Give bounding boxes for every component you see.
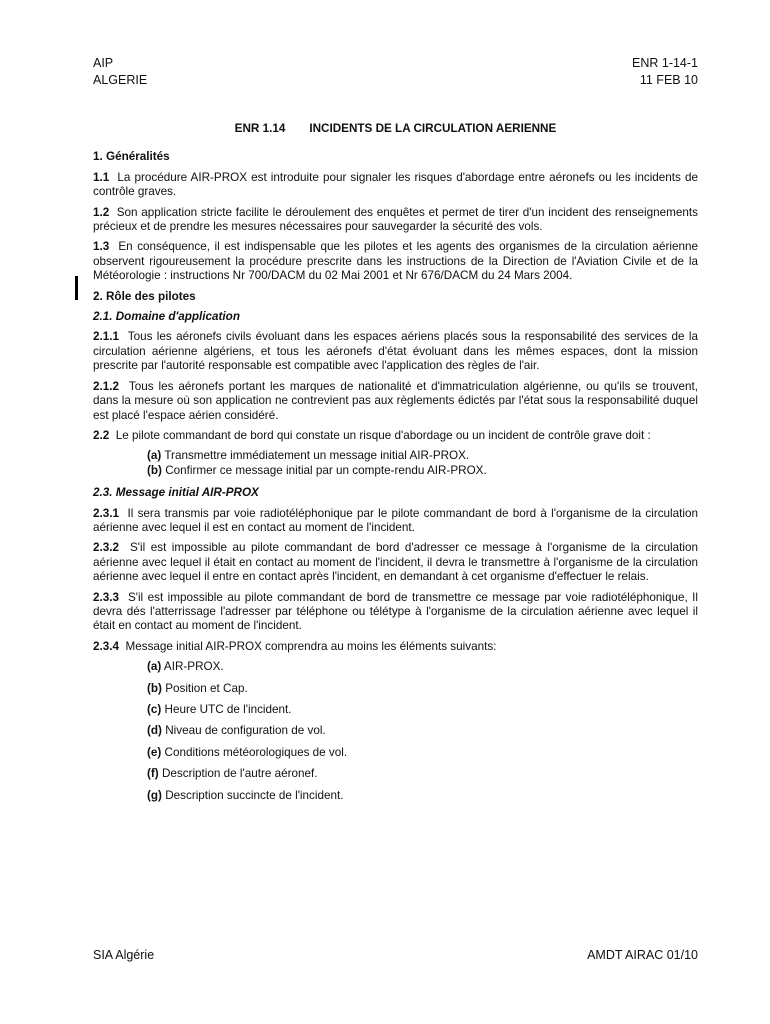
revision-change-bar	[75, 276, 78, 300]
header-date: 11 FEB 10	[639, 73, 698, 87]
paragraph-1-1: 1.1 La procédure AIR-PROX est introduite pour signaler les risques d'abordage entre aéronefs ou les incidents de contrôle graves.	[93, 170, 698, 199]
paragraph-1-3: 1.3 En conséquence, il est indispensable que les pilotes et les agents des organismes de la circulation aérienne observent rigoureusement la procédure prescrite dans les instructions de la Direction de l'Aviation Civile et de la Météorologie : instructions Nr 700/DACM du 02 Mai 2001 et Nr 676/DACM du 24 Mars 2004.	[93, 240, 698, 283]
document-page	[93, 0, 698, 1024]
list-item: (a) AIR-PROX.	[147, 660, 224, 674]
list-item: (e) Conditions météorologiques de vol.	[147, 745, 348, 759]
list-item: (d) Niveau de configuration de vol.	[147, 724, 326, 738]
list-item: (f) Description de l'autre aéronef.	[147, 767, 318, 781]
list-item: (a) Transmettre immédiatement un message initial AIR-PROX.	[147, 449, 470, 463]
paragraph-2-2: 2.2 Le pilote commandant de bord qui constate un risque d'abordage ou un incident de contrôle grave doit :	[93, 428, 651, 442]
header-aip: AIP	[93, 56, 114, 70]
list-2-2	[147, 449, 698, 478]
list-item: (g) Description succincte de l'incident.	[147, 788, 344, 802]
list-item: (c) Heure UTC de l'incident.	[147, 703, 292, 716]
title-number: ENR 1.14	[234, 122, 286, 135]
paragraph-2-3-3: 2.3.3 S'il est impossible au pilote commandant de bord de transmettre ce message par voie radiotéléphonique, Il devra dés l'atterrissage l'adresser par téléphone ou télétype à l'organisme de la circulation aérienne avec lequel il était en contact au moment de l'incident.	[93, 590, 699, 633]
paragraph-2-3-2: 2.3.2 S'il est impossible au pilote commandant de bord d'adresser ce message à l'organisme de la circulation aérienne avec lequel il était en contact au moment de l'incident, il devra le transmettre à l'organisme de la circulation aérienne avec lequel il entre en contact après l'incident, en demandant à cet organisme d'effectuer le relais.	[93, 541, 698, 584]
footer-publisher: SIA Algérie	[93, 948, 155, 962]
header-country: ALGERIE	[93, 73, 148, 87]
subsection-heading-2-1: 2.1. Domaine d'application	[93, 310, 240, 324]
list-item: (b) Confirmer ce message initial par un compte-rendu AIR-PROX.	[147, 463, 487, 477]
title-text: INCIDENTS DE LA CIRCULATION AERIENNE	[309, 122, 557, 135]
header-page-ref: ENR 1-14-1	[632, 56, 698, 70]
paragraph-2-1-1: 2.1.1 Tous les aéronefs civils évoluant dans les espaces aériens placés sous la responsabilité des services de la circulation aérienne algériens, et tous les aéronefs d'état évoluant dans les mêmes espaces, dont la mission prescrite par l'autorité responsable est compatible avec l'application des règles de l'air.	[93, 330, 698, 373]
paragraph-2-3-1: 2.3.1 Il sera transmis par voie radiotéléphonique par le pilote commandant de bord à l'organisme de la circulation aérienne avec lequel il est en contact au moment de l'incident.	[93, 506, 698, 534]
header-right	[632, 55, 698, 89]
paragraph-2-3-4: 2.3.4 Message initial AIR-PROX comprendra au moins les éléments suivants:	[93, 639, 497, 653]
footer-amendment: AMDT AIRAC 01/10	[587, 948, 698, 962]
page-title	[93, 122, 698, 136]
paragraph-2-1-2: 2.1.2 Tous les aéronefs portant les marques de nationalité et d'immatriculation algérienne, ou qu'ils se trouvent, dans la mesure où son application ne contrevient pas aux règlements édictés par l'état sous la responsabilité duquel est placé l'espace aérien considéré.	[93, 379, 698, 422]
header-left	[93, 55, 147, 89]
section-heading-2: 2. Rôle des pilotes	[93, 289, 196, 303]
section-heading-1: 1. Généralités	[93, 150, 170, 164]
document-body	[93, 122, 698, 810]
list-item: (b) Position et Cap.	[147, 681, 248, 695]
subsection-heading-2-3: 2.3. Message initial AIR-PROX	[93, 486, 259, 500]
paragraph-1-2: 1.2 Son application stricte facilite le déroulement des enquêtes et permet de tirer d'un incident des renseignements précieux et de prendre les mesures nécessaires pour sauvegarder la sécurité des vols.	[93, 205, 698, 234]
list-2-3-4	[147, 660, 698, 803]
